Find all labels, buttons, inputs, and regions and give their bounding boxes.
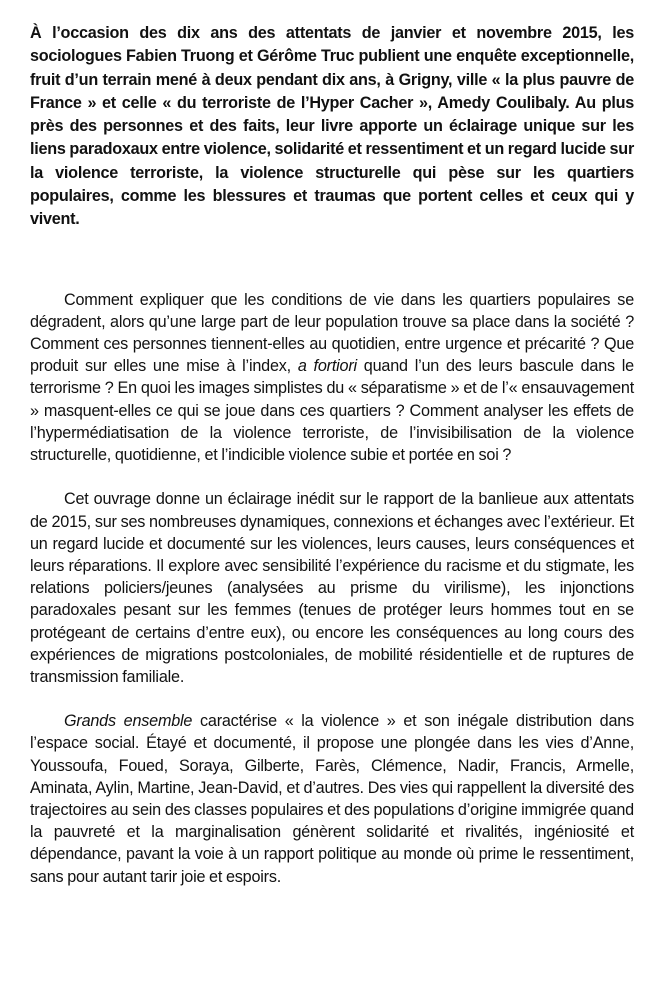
- paragraph-2: Cet ouvrage donne un éclairage inédit sur le rapport de la banlieue aux attentats de 2015, sur ses nombreuses dynamiques, connexions et échanges avec l’extérieur. Et un regard lucide et documenté sur les violences, leurs causes, leurs conséquences et leurs réparations. Il explore avec sensibilité l’expérience du racisme et du stigmate, les relations policiers/jeunes (analysées au prisme du virilisme), les injonctions paradoxales pesant sur les femmes (tenues de protéger leurs hommes tout en se protégeant de certains d’entre eux), ou encore les conséquences au long cours des expériences de migrations postcoloniales, de mobilité résidentielle et de ruptures de transmission familiale.: [30, 490, 634, 686]
- lead-paragraph: À l’occasion des dix ans des attentats de janvier et novembre 2015, les sociologues Fabien Truong et Gérôme Truc publient une enquête exceptionnelle, fruit d’un terrain mené à deux pendant dix ans, à Grigny, ville « la plus pauvre de France » et celle « du terroriste de l’Hyper Cacher », Amedy Coulibaly. Au plus près des personnes et des faits, leur livre apporte un éclairage unique sur les liens paradoxaux entre violence, solidarité et ressentiment et un regard lucide sur la violence terroriste, la violence structurelle qui pèse sur les quartiers populaires, comme les blessures et traumas que portent celles et ceux qui y vivent.: [30, 24, 634, 229]
- paragraph-1: [30, 289, 634, 467]
- body-text: [30, 289, 634, 888]
- paragraph-1-text-a: Comment expliquer que les conditions de vie dans les quartiers populaires se dégradent, alors qu’une large part de leur population trouve sa place dans la société ? Comment ces personnes tiennent-elles au quotidien, entre urgence et précarité ? Que produit sur elles une mise à l’index,: [30, 290, 634, 376]
- paragraph-1-italic: a fortiori: [297, 357, 357, 376]
- paragraph-1-text-b: quand l’un des leurs bascule dans le terrorisme ? En quoi les images simplistes du « séparatisme » et de l’« ensauvagement » masquent-elles ce qui se joue dans ces quartiers ? Comment analyser les effets de l’hypermédiatisation de la violence terroriste, de l’invisibilisation de la violence structurelle, quotidienne, et l’indicible violence subie et portée en soi ?: [30, 357, 634, 465]
- book-title-italic: Grands ensemble: [64, 712, 193, 731]
- paragraph-3: [30, 710, 634, 888]
- paragraph-3-text: caractérise « la violence » et son inégale distribution dans l’espace social. Étayé et documenté, il propose une plongée dans les vies d’Anne, Youssoufa, Foued, Soraya, Gilberte, Farès, Clémence, Nadir, Francis, Armelle, Aminata, Aylin, Martine, Jean-David, et d’autres. Des vies qui rappellent la diversité des trajectoires au sein des classes populaires et des populations d’origine immigrée quand la pauvreté et la marginalisation génèrent solidarité et rivalités, ingéniosité et dépendance, pavant la voie à un rapport politique au monde où prime le ressentiment, sans pour autant tarir joie et espoirs.: [30, 712, 634, 886]
